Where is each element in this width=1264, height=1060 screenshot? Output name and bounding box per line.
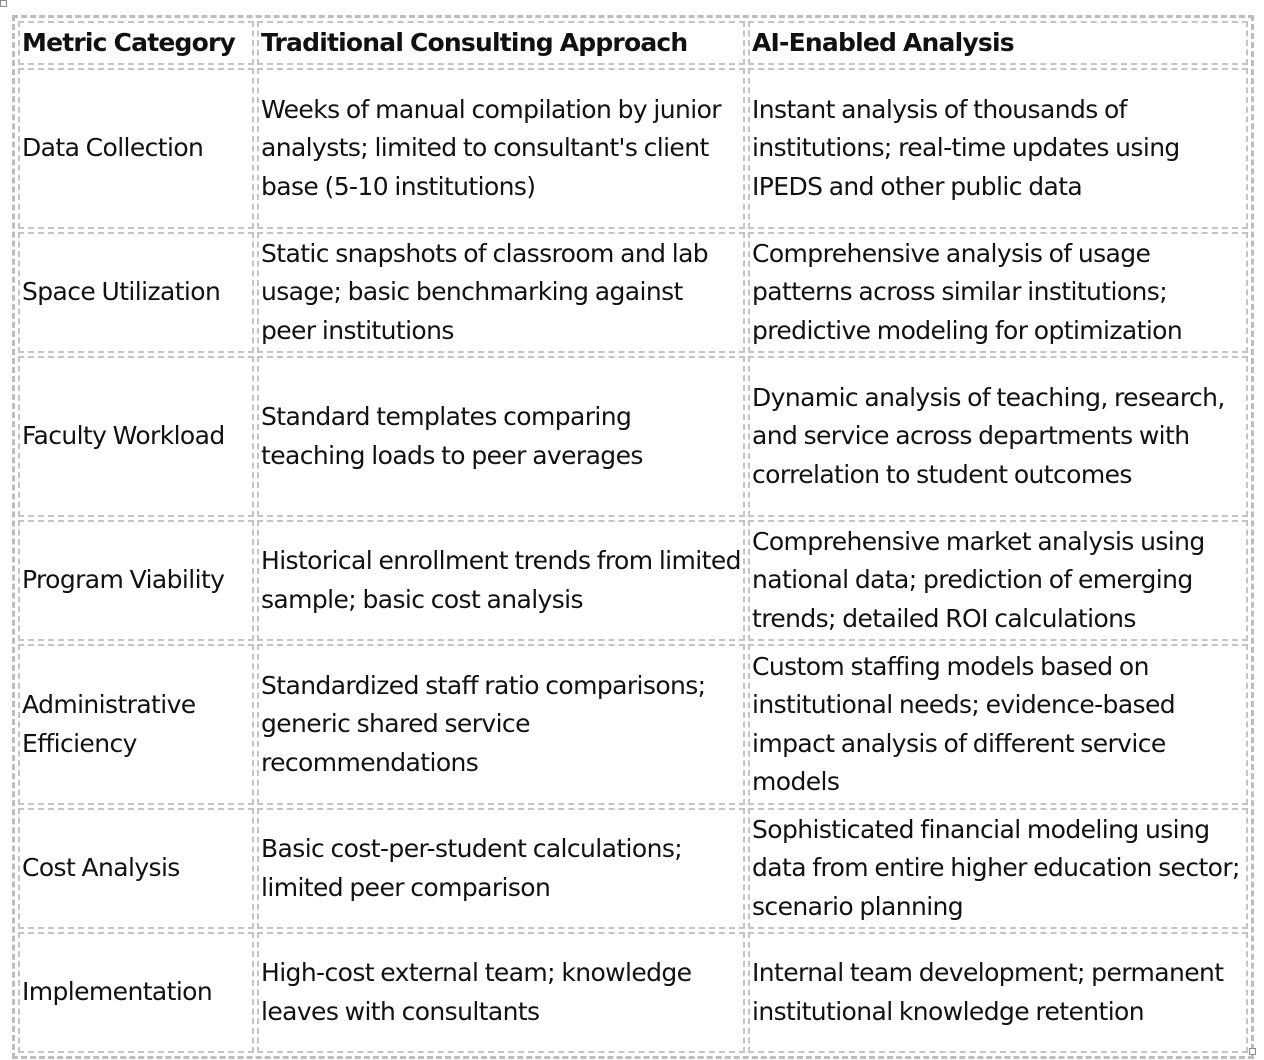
table-header-row	[18, 21, 1248, 65]
cell-traditional: Standardized staff ratio comparisons; generic shared service recommendations	[257, 644, 745, 805]
cell-traditional: Basic cost-per-student calculations; limited peer comparison	[257, 808, 745, 929]
table-row	[18, 356, 1248, 517]
cell-ai: Sophisticated financial modeling using data from entire higher education sector; scenario planning	[748, 808, 1248, 929]
cell-category: Program Viability	[18, 520, 254, 641]
table-row	[18, 520, 1248, 641]
comparison-table	[12, 15, 1254, 1059]
table-row	[18, 68, 1248, 229]
header-traditional-approach: Traditional Consulting Approach	[257, 21, 745, 65]
resize-handle-top-left[interactable]	[0, 0, 7, 7]
cell-category: Space Utilization	[18, 232, 254, 353]
table-row	[18, 808, 1248, 929]
header-metric-category: Metric Category	[18, 21, 254, 65]
cell-traditional: Weeks of manual compilation by junior analysts; limited to consultant's client base (5-10 institutions)	[257, 68, 745, 229]
cell-category: Implementation	[18, 932, 254, 1053]
cell-category: Data Collection	[18, 68, 254, 229]
cell-ai: Internal team development; permanent institutional knowledge retention	[748, 932, 1248, 1053]
cell-ai: Instant analysis of thousands of institutions; real-time updates using IPEDS and other public data	[748, 68, 1248, 229]
cell-ai: Comprehensive analysis of usage patterns across similar institutions; predictive modeling for optimization	[748, 232, 1248, 353]
cell-traditional: High-cost external team; knowledge leaves with consultants	[257, 932, 745, 1053]
table-row	[18, 232, 1248, 353]
cell-category: Cost Analysis	[18, 808, 254, 929]
cell-traditional: Standard templates comparing teaching loads to peer averages	[257, 356, 745, 517]
resize-handle-bottom-right[interactable]	[1249, 1048, 1256, 1055]
cell-ai: Dynamic analysis of teaching, research, and service across departments with correlation to student outcomes	[748, 356, 1248, 517]
cell-traditional: Static snapshots of classroom and lab usage; basic benchmarking against peer institutions	[257, 232, 745, 353]
table-row	[18, 932, 1248, 1053]
cell-category: Faculty Workload	[18, 356, 254, 517]
cell-ai: Comprehensive market analysis using national data; prediction of emerging trends; detailed ROI calculations	[748, 520, 1248, 641]
cell-traditional: Historical enrollment trends from limited sample; basic cost analysis	[257, 520, 745, 641]
cell-category: Administrative Efficiency	[18, 644, 254, 805]
header-ai-analysis: AI-Enabled Analysis	[748, 21, 1248, 65]
table-row	[18, 644, 1248, 805]
cell-ai: Custom staffing models based on institutional needs; evidence-based impact analysis of different service models	[748, 644, 1248, 805]
